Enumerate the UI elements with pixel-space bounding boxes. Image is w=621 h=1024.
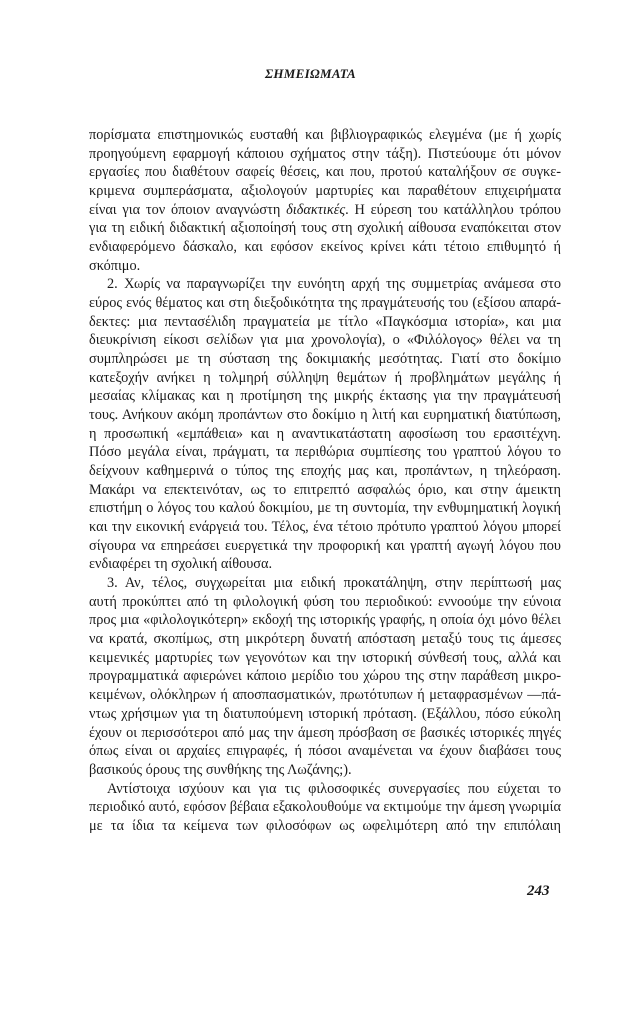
text-line: σίγουρα να επηρεάσει ευεργετικά την προφορική και γραπτή αγωγή λόγου που [89,537,561,554]
text-line: δεκτες: μια πεντασέλιδη πραγματεία με τίτλο «Παγκόσμια ιστορία», και μια [89,313,561,330]
text-line: ενδιαφερόμενο δάσκαλο, και εφόσον εκείνος κρίνει κάτι τέτοιο επιθυμητό ή [89,239,561,256]
running-header: ΣΗΜΕΙΩΜΑΤΑ [265,66,356,81]
text-segment: . Η εύρεση του κατάλληλου τρόπου [345,201,561,218]
text-line: δείχνουν καθημερινά ο τύπος της εποχής μας και, προπάντων, η τηλεόραση. [89,463,561,480]
text-line: προγραμματικά αφιερώνει κάποιο μερίδιο του χώρου της στην παράθεση μικρο- [89,668,561,685]
text-line: μεσαίας κλίμακας και η προτίμηση της μικρής έκτασης για την πραγμάτευσή [89,388,561,405]
italic-emphasis: διδακτικές [286,201,346,218]
paragraph [89,275,561,574]
text-line: κειμενικές μαρτυρίες των γεγονότων και την ιστορική σύνθεσή τους, αλλά και [89,649,561,666]
text-segment: είναι για τον όποιον αναγνώστη [89,201,287,218]
text-line: εύρος ενός θέματος και στη διεξοδικότητα της πραγμάτευσής του (εξίσου απαρά- [89,295,561,312]
text-line: τους. Ανήκουν ακόμη προπάντων στο δοκίμιο η λιτή και ευρηματική διατύπωση, [89,407,561,424]
text-line: σκόπιμο. [89,257,141,274]
text-line: συμπληρώσει με τη σύσταση της δοκιμιακής μεσότητας. Γιατί στο δοκίμιο [89,351,561,368]
text-line [89,201,561,220]
text-line: περιοδικό αυτό, εφόσον βέβαια εξακολουθούμε να εκτιμούμε την άμεση γνωριμία [89,799,561,816]
text-line: εργασίες που διαθέτουν σαφείς θέσεις, και που, προτού καταλήξουν σε συγκε- [89,164,561,181]
text-line: η προσωπική «εμπάθεια» και η αναντικατάστατη αφοσίωση του ερασιτέχνη. [89,425,561,442]
paragraph [89,574,561,779]
text-line: αυτή προκύπτει από τη φιλολογική φύση του περιοδικού: εννοούμε την εύνοια [89,593,561,610]
text-line: Πόσο μεγάλα είναι, πράγματι, τα περιθώρια συμπίεσης του γραπτού λόγου το [89,444,561,461]
text-line: κριμενα συμπεράσματα, αξιολογούν μαρτυρίες και παραθέτουν επιχειρήματα [89,183,561,200]
text-line: ενδιαφέρει τη σχολική αίθουσα. [89,556,273,573]
paragraph [89,780,561,836]
text-line: όπως είναι οι αρχαίες επιγραφές, ή πόσοι αναμένεται να έχουν διαβάσει τους [89,743,561,760]
text-line: 3. Αν, τέλος, συγχωρείται μια ειδική προκατάληψη, στην περίπτωσή μας [107,575,561,592]
text-line: να κρατά, σκοπίμως, στη μικρότερη δυνατή απόσταση μεταξύ τους τις άμεσες [89,631,561,648]
body-text [89,126,561,836]
text-line: ντως χρήσιμων για τη διατυπούμενη ιστορική πρόταση. (Εξάλλου, πόσο εύκολη [89,705,561,722]
page-number: 243 [527,883,550,899]
text-line: επιστήμη ο λόγος του καλού δοκιμίου, με τη συντομία, την ενθυμηματική λογική [89,500,561,517]
text-line: Αντίστοιχα ισχύουν και για τις φιλοσοφικές συνεργασίες που εύχεται το [107,780,561,797]
text-line: πορίσματα επιστημονικώς ευσταθή και βιβλιογραφικώς ελεγμένα (με ή χωρίς [89,127,561,143]
text-line: με τα ίδια τα κείμενα των φιλοσόφων ως ωφελιμότερη από την επιπόλαιη [89,817,561,834]
text-line: διευκρίνιση είκοσι σελίδων για μια χρονολογία), ο «Φιλόλογος» θέλει να τη [89,332,561,349]
text-line: 2. Χωρίς να παραγνωρίζει την ευνόητη αρχή της συμμετρίας ανάμεσα στο [107,276,561,293]
text-line: βασικούς όρους της συνθήκης της Λωζάνης;). [89,761,352,778]
text-line: για τη ειδική διδακτική αξιοποίησή τους στη σχολική αίθουσα εναπόκειται στον [89,220,561,237]
text-line: κειμένων, ολόκληρων ή αποσπασματικών, πρωτότυπων ή μεταφρασμένων —πά- [89,687,561,704]
paragraph [89,126,561,275]
text-line: και την εικονική ενάργειά του. Τέλος, ένα τέτοιο πρότυπο γραπτού λόγου μπορεί [89,519,561,536]
text-line: προηγούμενη εφαρμογή κάποιου σχήματος στην τάξη). Πιστεύουμε ότι μόνον [89,145,561,162]
text-line: Μακάρι να επεκτεινόταν, ως το επιτρεπτό ασφαλώς όριο, και στην άμεικτη [89,481,561,498]
text-line: κατεξοχήν ανήκει η τολμηρή σύλληψη θεμάτων ή προβλημάτων μεγάλης ή [89,369,561,386]
text-line: έχουν οι περισσότεροι από μας την άμεση πρόσβαση σε βασικές ιστορικές πηγές [89,724,561,741]
text-line: προς μια «φιλολογικότερη» εκδοχή της ιστορικής γραφής, η οποία όχι μόνο θέλει [89,612,561,629]
